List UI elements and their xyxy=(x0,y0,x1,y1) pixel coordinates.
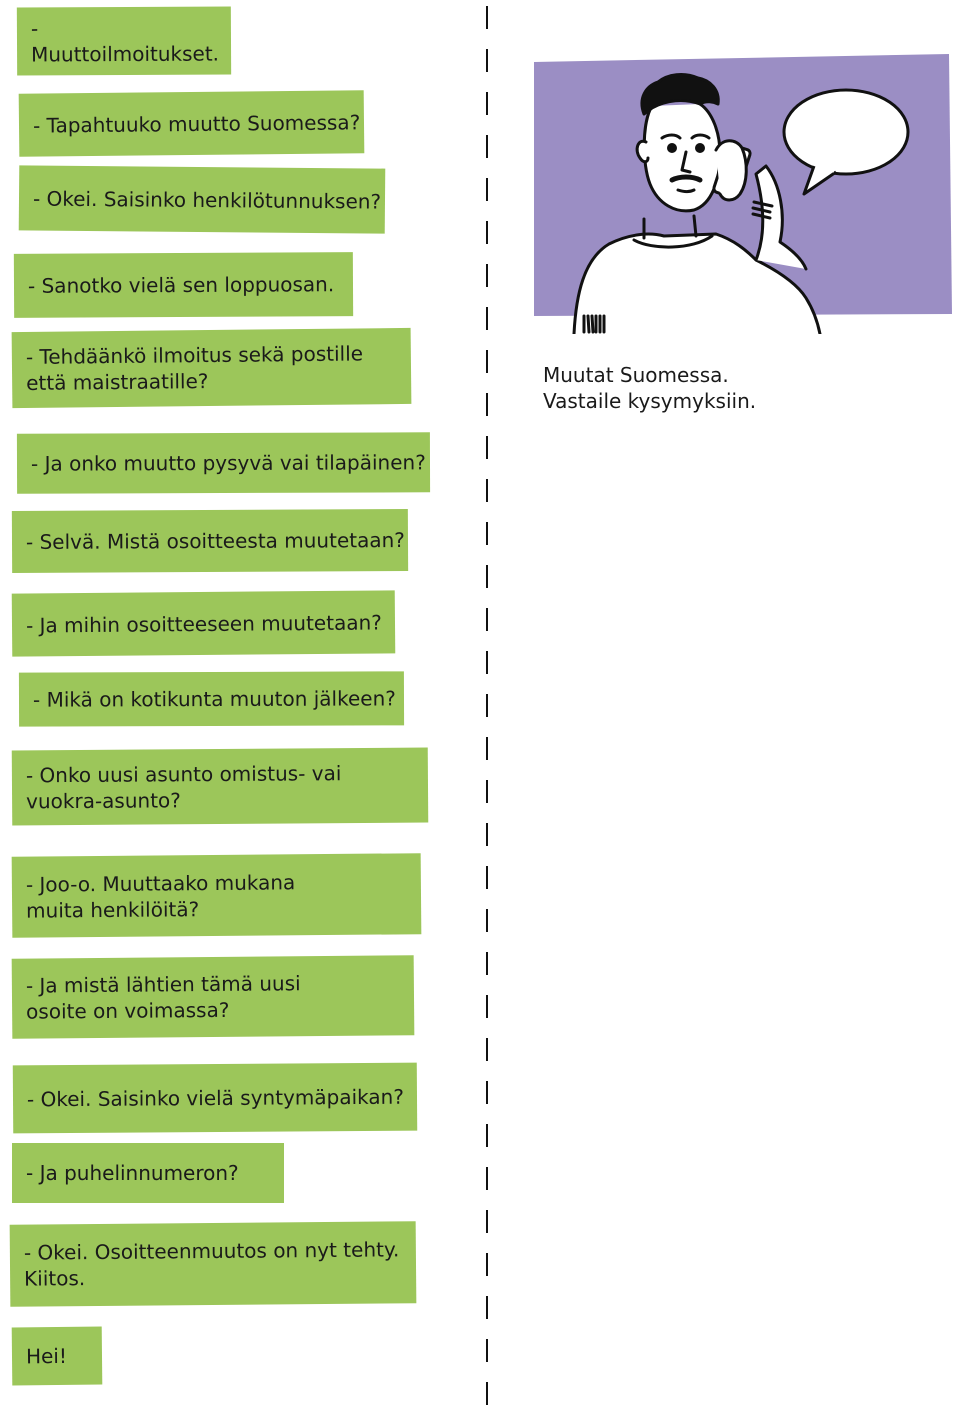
dialogue-strip: - Muuttoilmoitukset. xyxy=(17,6,231,75)
dialogue-strip: Hei! xyxy=(12,1327,103,1386)
dialogue-strip: - Sanotko vielä sen loppuosan. xyxy=(14,252,353,318)
dialogue-strip: - Selvä. Mistä osoitteesta muutetaan? xyxy=(12,509,408,573)
phone-call-illustration xyxy=(534,54,954,334)
dialogue-strip: - Okei. Saisinko henkilötunnuksen? xyxy=(19,165,386,233)
dialogue-strip: - Okei. Saisinko vielä syntymäpaikan? xyxy=(13,1063,417,1134)
dialogue-strip: - Ja onko muutto pysyvä vai tilapäinen? xyxy=(17,432,430,493)
dialogue-strip: - Okei. Osoitteenmuutos on nyt tehty. Kiitos. xyxy=(10,1221,417,1307)
dialogue-strip: - Ja mistä lähtien tämä uusi osoite on voimassa? xyxy=(12,955,415,1039)
dialogue-strip: - Ja puhelinnumeron? xyxy=(12,1143,284,1203)
dialogue-strip: - Joo-o. Muuttaako mukana muita henkilöitä? xyxy=(12,853,422,938)
dialogue-strip: - Tehdäänkö ilmoitus sekä postille että maistraatille? xyxy=(12,328,412,408)
dialogue-strip: - Mikä on kotikunta muuton jälkeen? xyxy=(19,671,404,726)
instruction-caption: Muutat Suomessa. Vastaile kysymyksiin. xyxy=(543,363,757,413)
dialogue-strip: - Ja mihin osoitteeseen muutetaan? xyxy=(12,590,396,656)
dialogue-strip: - Onko uusi asunto omistus- vai vuokra-asunto? xyxy=(12,748,429,826)
dashed-cut-line xyxy=(485,0,489,1413)
dialogue-strip: - Tapahtuuko muutto Suomessa? xyxy=(19,90,365,157)
